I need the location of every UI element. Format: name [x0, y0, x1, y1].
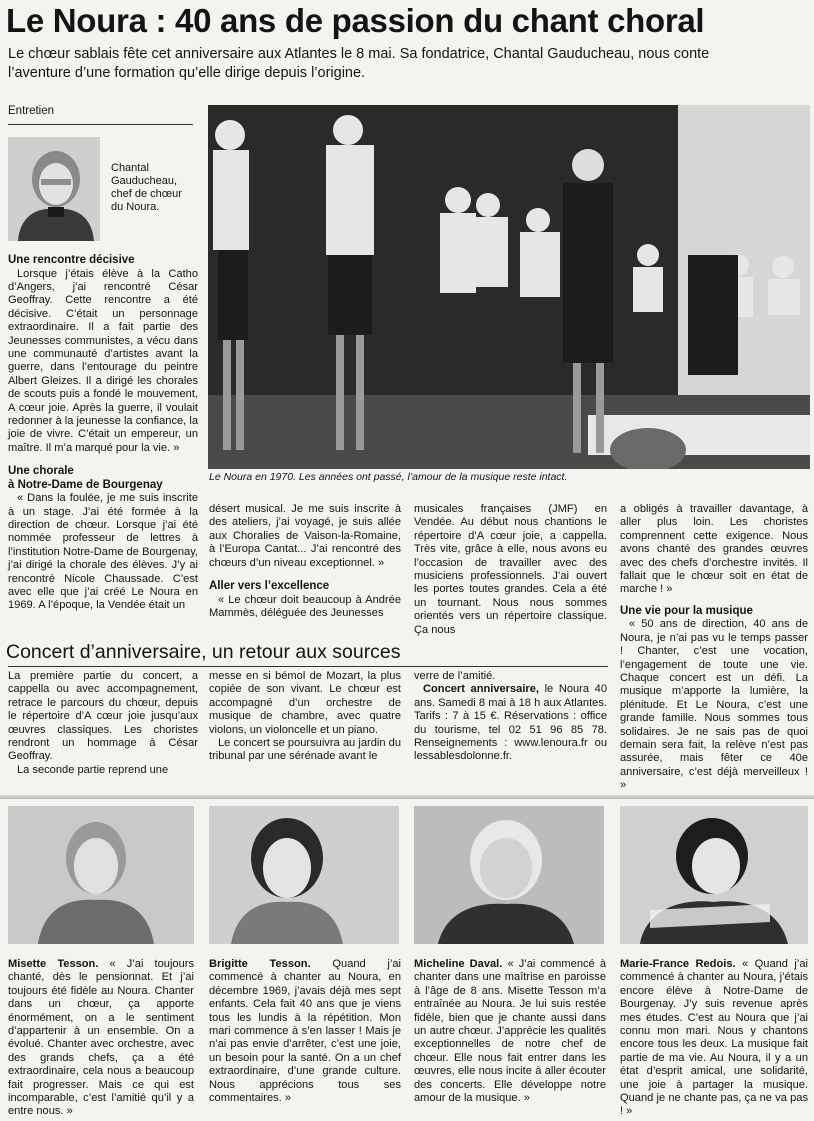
column-4 [620, 503, 808, 793]
paragraph: messe en si bémol de Mozart, la plus copiée de son vivant. Le chœur est accompagné d’un orchestre de musique de chambre, avec quatre violons, un violoncelle et un piano. [209, 670, 401, 736]
subheading-chorale-2: à Notre-Dame de Bourgenay [8, 478, 163, 491]
paragraph: a obligés à travailler davantage, à aller plus loin. Les choristes comprennent cette exigence. Nous avons chanté des grandes œuvres avec des chefs d’orchestre invités. Il fallait que le chœur soit en état de marche ! » [620, 503, 808, 596]
portrait-caption: Chantal Gauducheau, chef de chœur du Noura. [111, 162, 182, 213]
portrait-marie-france-photo [620, 806, 808, 944]
testimonial-text: « J’ai toujours chanté, dès le pensionnat. Et j’ai toujours été fidèle au Noura. Chanter dans un chœur, ça apporte énormément, on a le sentiment d’appartenir à un ensemble. On a évolué. Chanter avec orchestre, avec des grands chefs, ça a été extraordinaire, cela nous a beaucoup fait progresser. Mais ce qui est incomparable, c’est l’amitié qu’il y a entre nous. » [8, 958, 195, 1118]
testimonial-name: Brigitte Tesson. [209, 958, 311, 970]
concert-info-text: le Noura 40 ans. Samedi 8 mai à 18 h aux Atlantes. Tarifs : 7 à 15 €. Réservations : office du tourisme, tel 02 51 96 85 78. Renseignements : www.lenoura.fr ou lessablesdolonne.fr. [414, 683, 607, 763]
portrait-misette-photo [8, 806, 194, 944]
photo-caption: Le Noura en 1970. Les années ont passé, l’amour de la musique reste intact. [209, 471, 568, 483]
testimonial-text: « Quand j’ai commencé à chanter au Noura, j’étais encore élève à Notre-Dame de Bourgenay. J’y suis revenue après mes études. C’est au Noura que j’ai connu mon mari. Nous y chantons encore tous les deux. La musique fait partie de ma vie. Au Noura, il y a un état d’esprit amical, une solidarité, une joie à partager la musique. Quand je ne chante pas, ça ne va pas ! » [620, 958, 808, 1118]
paragraph: musicales françaises (JMF) en Vendée. Au début nous chantions le répertoire d’A cœur joie, a cappella. Très vite, grâce à elle, nous avons eu l’occasion de travailler avec des musiciens professionnels. J’ai ouvert les portes toutes grandes. Cela a été un tournant. Nous nous sommes orientés vers un répertoire classique. Ça nous [414, 503, 607, 636]
portrait-micheline-photo [414, 806, 604, 944]
paragraph: Lorsque j’étais élève à la Catho d’Angers, j’ai rencontré César Geoffray. Cette rencontre a été décisive. C’était un personnage extraordinaire. Il a fait partie des Jeunesses communistes, a vécu dans une communauté d’artistes avant la guerre, dans l’entourage du peintre Albert Gleizes. Il a dirigé les chorales de scouts puis a fondé le mouvement, A cœur joie. Après la guerre, il voulait redonner à la jeunesse la confiance, la joie de vivre. C’était un empereur, un maître. Il m’a marqué pour la vie. » [8, 267, 198, 454]
page-tear [0, 795, 814, 799]
portrait-brigitte-photo [209, 806, 399, 944]
concert-column-3 [414, 670, 607, 764]
paragraph: verre de l’amitié. [414, 670, 496, 682]
testimonial-marie-france [620, 958, 808, 1119]
concert-info-label: Concert anniversaire, [423, 683, 539, 696]
concert-column-1 [8, 670, 198, 777]
paragraph: Le concert se poursuivra au jardin du tribunal par une sérénade avant le [209, 737, 401, 763]
column-1 [8, 254, 198, 613]
column-3 [414, 503, 607, 637]
testimonial-text: « J’ai commencé à chanter dans une maîtrise en paroisse à l’âge de 8 ans. Misette Tesson m’a entraînée au Noura. Je lui suis restée fidèle, bien que je chante aussi dans un autre chœur. J’apprécie les qualités exceptionnelles de notre chef de chœur. Elle nous fait entrer dans les œuvres, elle nous incite à aller écouter des concerts. Elle développe notre amour de la musique. » [414, 958, 606, 1105]
subheading-rencontre: Une rencontre décisive [8, 254, 135, 266]
paragraph: « 50 ans de direction, 40 ans de Noura, je n’ai pas vu le temps passer ! Chanter, c’est une vocation, l’engagement de toute une vie. Chaque concert est un défi. La musique m’apporte la lumière, la plénitude. Et Le Noura, c’est une grande famille. Nous sommes tous solidaires. Je ne sais pas de quoi demain sera fait, la relève n’est pas assurée, mais fêter ce 40e anniversaire, c’est déjà merveilleux ! » [620, 618, 808, 792]
testimonial-name: Micheline Daval. [414, 958, 503, 970]
subheading-excellence: Aller vers l’excellence [209, 580, 330, 593]
paragraph: « Le chœur doit beaucoup à Andrée Mammès, déléguée des Jeunesses [209, 593, 401, 619]
column-2 [209, 503, 401, 620]
article-title: Le Noura : 40 ans de passion du chant choral [6, 2, 705, 39]
concert-heading: Concert d’anniversaire, un retour aux sources [6, 641, 401, 663]
choir-1970-photo [208, 105, 810, 469]
testimonial-brigitte [209, 958, 401, 1105]
article-lead: Le chœur sablais fête cet anniversaire aux Atlantes le 8 mai. Sa fondatrice, Chantal Gauducheau, nous conte l’aventure d’une formation qu’elle dirige depuis l’origine. [8, 46, 710, 81]
section-rule [8, 124, 193, 125]
portrait-chantal-photo [8, 137, 100, 241]
paragraph: La première partie du concert, a cappella ou avec accompagnement, retrace le parcours du chœur, depuis le répertoire d’A cœur joie jusqu’aux œuvres classiques. Les choristes rendront un hommage à César Geoffray. [8, 670, 198, 763]
concert-rule [8, 666, 608, 667]
testimonial-name: Misette Tesson. [8, 958, 99, 970]
paragraph: désert musical. Je me suis inscrite à des ateliers, j’ai voyagé, je suis allée aux Choralies de Vaison-la-Romaine, à l’Europa Cantat... J’ai rencontré des chœurs d’un niveau exceptionnel. » [209, 503, 401, 569]
testimonial-name: Marie-France Redois. [620, 958, 736, 970]
section-label: Entretien [8, 105, 55, 117]
subheading-chorale: Une chorale [8, 465, 74, 478]
testimonial-micheline [414, 958, 606, 1105]
concert-column-2 [209, 670, 401, 764]
subheading-vie: Une vie pour la musique [620, 604, 753, 617]
testimonial-text: Quand j’ai commencé à chanter au Noura, en décembre 1969, j’avais déjà mes sept enfants. Cela fait 40 ans que je viens tous les lundis à la répétition. Mon mari commence à s’en lasser ! Mais je n’ai pas envie d’arrêter, c’est une joie, un besoin pour la santé. On a un chef extraordinaire, d’une grande culture. Nous apprécions tous ses commentaires. » [209, 958, 401, 1105]
paragraph: La seconde partie reprend une [17, 763, 169, 776]
paragraph: « Dans la foulée, je me suis inscrite à un stage. J’ai été formée à la direction de chœur. Lorsque j’ai été nommée professeur de lettres à l’institution Notre-Dame de Bourgenay, j’ai dirigé la chorale des élèves. J’y ai rencontré Nicole Chaussade. C’est avec elle que j’ai créé Le Noura en 1969. A l’époque, la Vendée était un [8, 492, 198, 612]
testimonial-misette [8, 958, 194, 1119]
